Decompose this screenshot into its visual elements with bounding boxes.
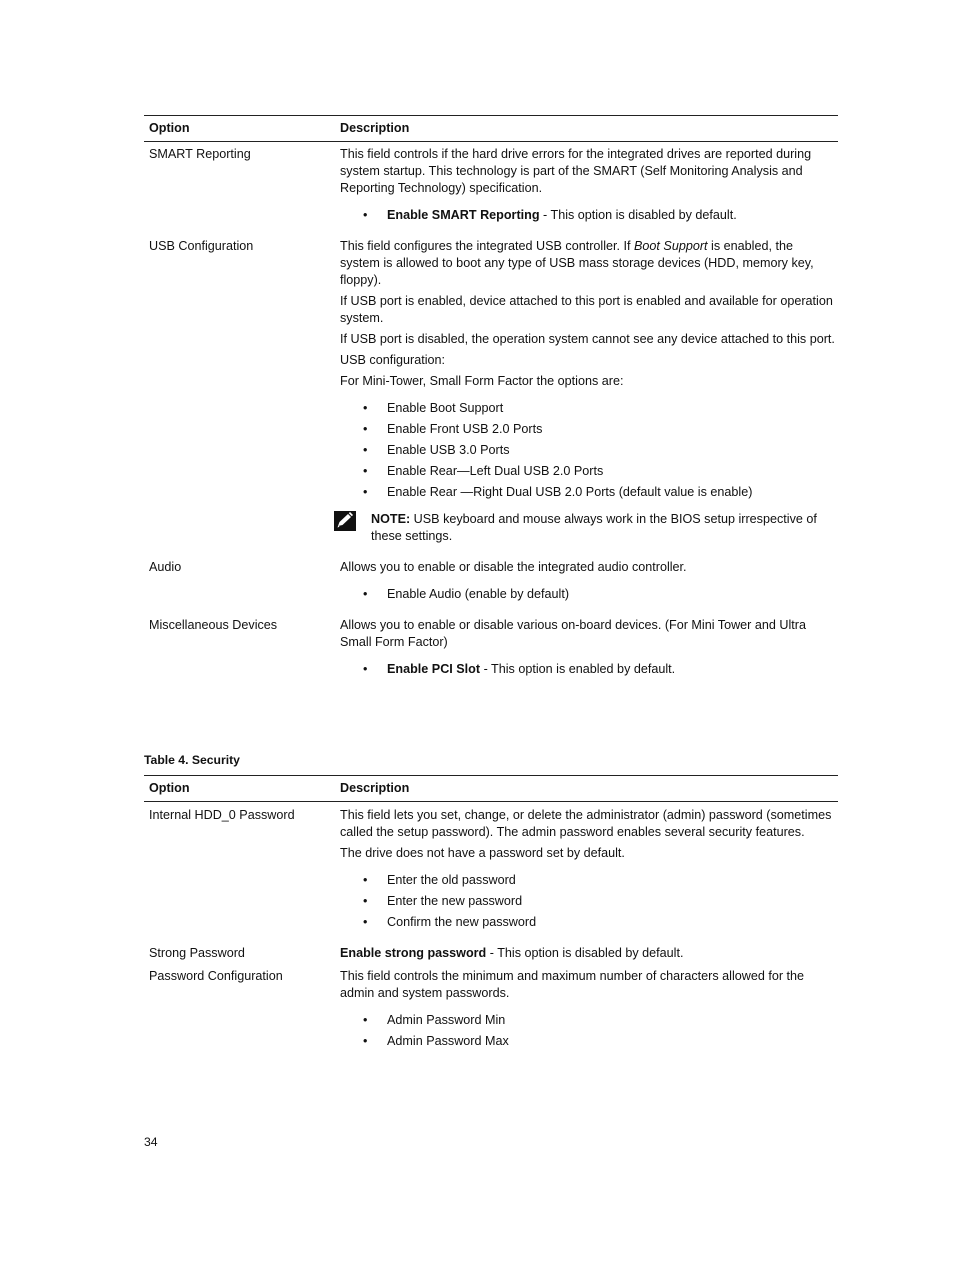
note-text: USB keyboard and mouse always work in the BIOS setup irrespective of these settings. — [371, 512, 817, 543]
description-text: For Mini-Tower, Small Form Factor the options are: — [340, 374, 624, 388]
option-description — [340, 617, 836, 678]
option-label: SMART Reporting — [149, 147, 251, 161]
description-text: If USB port is disabled, the operation system cannot see any device attached to this port. — [340, 332, 835, 346]
description-text: Allows you to enable or disable various on-board devices. (For Mini Tower and Ultra Small Form Factor) — [340, 618, 806, 649]
list-item: • Enable Audio (enable by default) — [340, 586, 836, 603]
option-label: Password Configuration — [149, 969, 283, 983]
header-description: Description — [340, 121, 410, 135]
list-item: • Admin Password Max — [340, 1033, 836, 1050]
option-label: Strong Password — [149, 946, 245, 960]
note-label: NOTE: — [371, 512, 411, 526]
list-item: • Enable Rear—Left Dual USB 2.0 Ports — [340, 463, 836, 480]
option-description — [340, 807, 836, 931]
option-description — [340, 968, 836, 1050]
bullet-list — [340, 586, 836, 603]
header-option: Option — [149, 781, 190, 795]
list-item: • Enter the old password — [340, 872, 836, 889]
description-text: Allows you to enable or disable the integrated audio controller. — [340, 560, 687, 574]
table-row — [144, 146, 838, 224]
table-row — [144, 807, 838, 931]
table-row — [144, 617, 838, 678]
table-row — [144, 968, 838, 1050]
option-label: Internal HDD_0 Password — [149, 808, 295, 822]
header-option: Option — [149, 121, 190, 135]
table-row — [144, 945, 838, 962]
note — [340, 511, 836, 545]
option-label: Miscellaneous Devices — [149, 618, 278, 632]
list-item: • Enable Front USB 2.0 Ports — [340, 421, 836, 438]
description-text: If USB port is enabled, device attached to this port is enabled and available for operation system. — [340, 294, 833, 325]
description-text: This field controls the minimum and maximum number of characters allowed for the admin and system passwords. — [340, 969, 805, 1000]
list-item: • Admin Password Min — [340, 1012, 836, 1029]
table-caption: Table 4. Security — [144, 753, 240, 767]
option-description — [340, 146, 836, 224]
description-text: The drive does not have a password set by default. — [340, 846, 625, 860]
list-item: • Enter the new password — [340, 893, 836, 910]
description-text: Enable strong password - This option is disabled by default. — [340, 946, 684, 960]
page-number: 34 — [144, 1135, 158, 1149]
list-item: • Confirm the new password — [340, 914, 836, 931]
list-item: • Enable Boot Support — [340, 400, 836, 417]
option-description — [340, 945, 836, 962]
table-header — [144, 775, 838, 802]
table-row — [144, 559, 838, 603]
description-text: USB configuration: — [340, 353, 446, 367]
options-table — [144, 115, 838, 682]
description-text: This field lets you set, change, or delete the administrator (admin) password (sometimes called the setup password). The admin password enables several security features. — [340, 808, 832, 839]
bullet-list — [340, 1012, 836, 1050]
list-item: • Enable SMART Reporting - This option is disabled by default. — [340, 207, 836, 224]
security-table — [144, 775, 838, 1054]
bullet-list — [340, 400, 836, 501]
pencil-note-icon — [334, 511, 356, 531]
table-header — [144, 115, 838, 142]
option-label: Audio — [149, 560, 182, 574]
description-text: This field controls if the hard drive errors for the integrated drives are reported during system startup. This technology is part of the SMART (Self Monitoring Analysis and Reporting Technology) specification. — [340, 147, 812, 195]
option-label: USB Configuration — [149, 239, 254, 253]
option-description — [340, 559, 836, 603]
list-item: • Enable USB 3.0 Ports — [340, 442, 836, 459]
list-item: • Enable PCI Slot - This option is enabled by default. — [340, 661, 836, 678]
bullet-list — [340, 207, 836, 224]
bullet-list — [340, 872, 836, 931]
bullet-list — [340, 661, 836, 678]
header-description: Description — [340, 781, 410, 795]
list-item: • Enable Rear —Right Dual USB 2.0 Ports (default value is enable) — [340, 484, 836, 501]
table-row — [144, 238, 838, 545]
description-text: This field configures the integrated USB controller. If Boot Support is enabled, the system is allowed to boot any type of USB mass storage devices (HDD, memory key, floppy). — [340, 239, 814, 287]
option-description — [340, 238, 836, 545]
